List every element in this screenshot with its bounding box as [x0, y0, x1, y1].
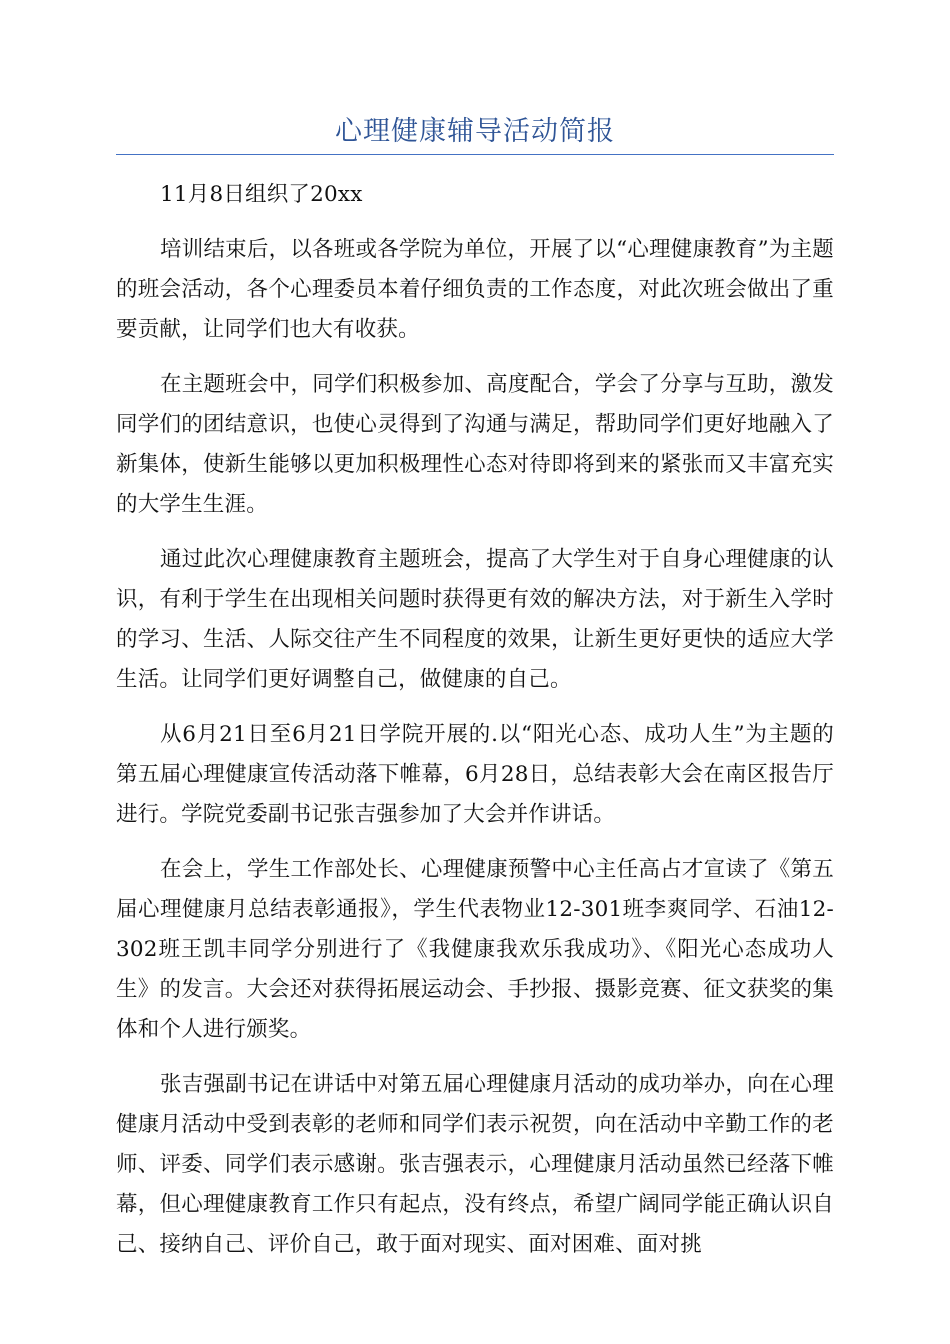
paragraph-5: 从6月21日至6月21日学院开展的.以“阳光心态、成功人生”为主题的第五届心理健康宣传活动落下帷幕，6月28日，总结表彰大会在南区报告厅进行。学院党委副书记张吉强参加了大会并作讲话。	[116, 722, 834, 827]
paragraph-4: 通过此次心理健康教育主题班会，提高了大学生对于自身心理健康的认识，有利于学生在出现相关问题时获得更有效的解决方法，对于新生入学时的学习、生活、人际交往产生不同程度的效果，让新生更好更快的适应大学生活。让同学们更好调整自己，做健康的自己。	[116, 547, 834, 692]
document-title: 心理健康辅导活动简报	[335, 116, 615, 147]
paragraph-1: 11月8日组织了20xx	[160, 182, 363, 207]
document-body	[116, 175, 834, 1280]
paragraph-3: 在主题班会中，同学们积极参加、高度配合，学会了分享与互助，激发同学们的团结意识，也使心灵得到了沟通与满足，帮助同学们更好地融入了新集体，使新生能够以更加积极理性心态对待即将到来的紧张而又丰富充实的大学生生涯。	[116, 372, 834, 517]
paragraph-7: 张吉强副书记在讲话中对第五届心理健康月活动的成功举办，向在心理健康月活动中受到表彰的老师和同学们表示祝贺，向在活动中辛勤工作的老师、评委、同学们表示感谢。张吉强表示，心理健康月活动虽然已经落下帷幕，但心理健康教育工作只有起点，没有终点，希望广阔同学能正确认识自己、接纳自己、评价自己，敢于面对现实、面对困难、面对挑	[116, 1072, 834, 1257]
paragraph-6: 在会上，学生工作部处长、心理健康预警中心主任高占才宣读了《第五届心理健康月总结表彰通报》，学生代表物业12-301班李爽同学、石油12-302班王凯丰同学分别进行了《我健康我欢乐我成功》、《阳光心态成功人生》的发言。大会还对获得拓展运动会、手抄报、摄影竞赛、征文获奖的集体和个人进行颁奖。	[116, 857, 834, 1042]
title-underline	[116, 154, 834, 155]
paragraph-2: 培训结束后，以各班或各学院为单位，开展了以“心理健康教育”为主题的班会活动，各个心理委员本着仔细负责的工作态度，对此次班会做出了重要贡献，让同学们也大有收获。	[116, 237, 834, 342]
